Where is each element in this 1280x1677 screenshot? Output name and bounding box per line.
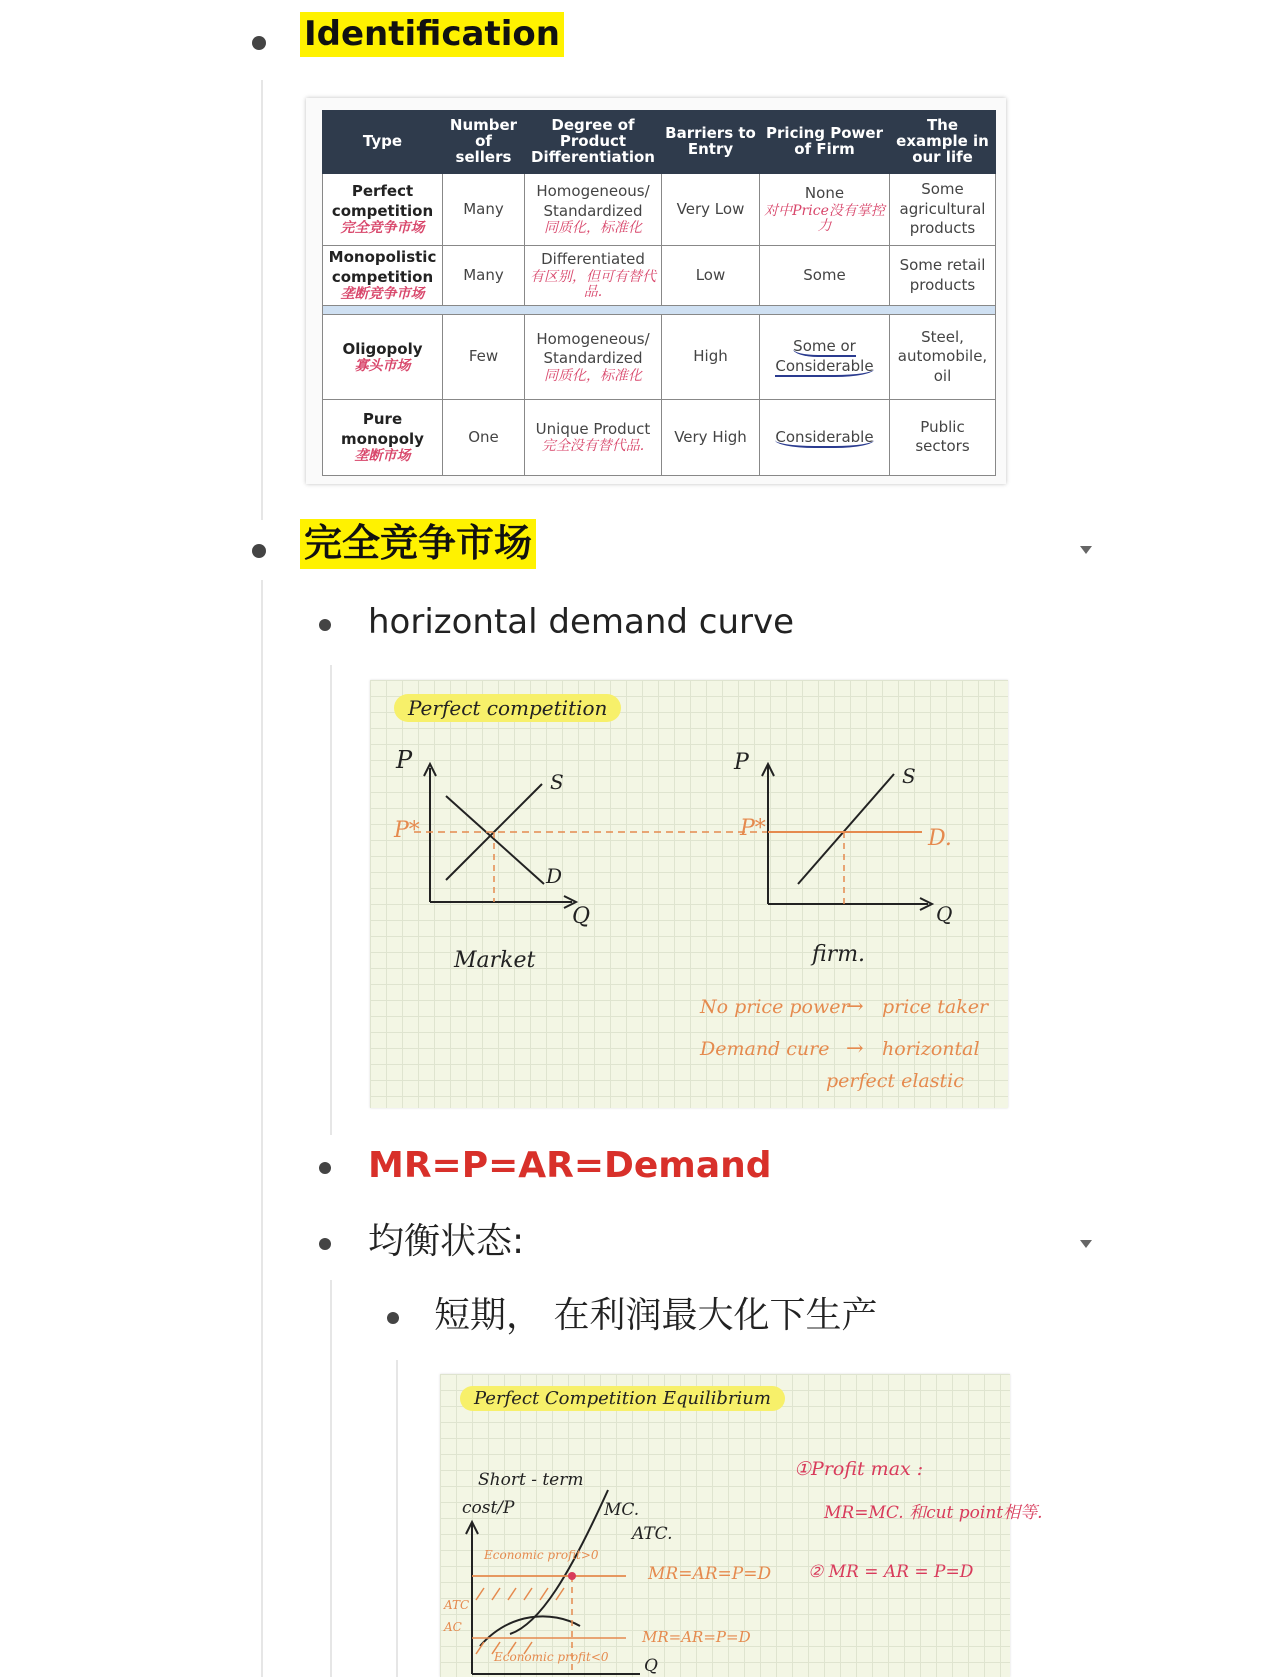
cell-differentiation xyxy=(525,174,662,246)
type-handwritten-note: 垄断市场 xyxy=(354,448,411,465)
bullet-equilibrium xyxy=(319,1238,331,1250)
note-line3: perfect elastic xyxy=(826,1070,964,1092)
market-pstar-label: P* xyxy=(394,818,420,843)
type-label: Perfect competition xyxy=(331,182,434,220)
firm-pstar-label: P* xyxy=(740,816,766,841)
arrow-icon: → xyxy=(846,1036,864,1060)
outline-rail-5 xyxy=(396,1360,398,1677)
note-line1-a: No price power xyxy=(700,996,850,1018)
diff-handwritten-note: 同质化，标准化 xyxy=(544,367,642,384)
cell-example: Steel, automobile, oil xyxy=(890,315,996,400)
collapse-caret-icon[interactable] xyxy=(1080,1240,1092,1248)
arrow-icon: → xyxy=(846,994,864,1018)
equilibrium-text: 均衡状态: xyxy=(368,1221,525,1262)
perfect-competition-note xyxy=(370,680,1008,1108)
power-label: None xyxy=(804,184,845,203)
mr-ar-p-label: ② MR = AR = P=D xyxy=(808,1562,974,1582)
firm-label: firm. xyxy=(812,942,866,967)
header-pricing-power: Pricing Power of Firm xyxy=(760,111,890,174)
cell-sellers: Many xyxy=(443,174,525,246)
collapse-caret-icon[interactable] xyxy=(1080,546,1092,554)
cell-pricing-power xyxy=(760,399,890,475)
diff-handwritten-note: 完全没有替代品. xyxy=(541,438,645,455)
market-p-axis-label: P xyxy=(396,746,413,774)
type-handwritten-note: 垄断竞争市场 xyxy=(340,286,425,303)
type-handwritten-note: 寡头市场 xyxy=(354,358,411,374)
firm-p-axis-label: P xyxy=(734,750,749,775)
type-handwritten-note: 完全竞争市场 xyxy=(340,220,425,237)
atc-label: ATC. xyxy=(632,1524,673,1544)
diff-label: Unique Product xyxy=(535,419,651,438)
firm-q-axis-label: Q xyxy=(936,902,953,926)
note-line1-b: price taker xyxy=(882,996,989,1018)
identification-table xyxy=(322,110,996,476)
note-tag: Perfect Competition Equilibrium xyxy=(460,1386,785,1411)
type-label: Oligopoly xyxy=(342,339,423,358)
heading-perfect-competition: 完全竞争市场 xyxy=(300,519,536,569)
cell-type xyxy=(323,399,443,475)
cell-example: Some retail products xyxy=(890,246,996,306)
note-line2-a: Demand cure xyxy=(700,1038,830,1060)
diff-handwritten-note: 同质化，标准化 xyxy=(544,220,642,237)
bullet-short-run xyxy=(387,1312,399,1324)
identification-table-card xyxy=(306,98,1006,484)
economic-profit-positive: Economic profit>0 xyxy=(484,1548,599,1562)
power-label: Some or Considerable xyxy=(775,337,874,375)
horizontal-demand-text: horizontal demand curve xyxy=(368,602,795,642)
table-separator-row xyxy=(323,305,996,314)
note-tag: Perfect competition xyxy=(394,694,621,722)
economic-profit-negative: Economic profit<0 xyxy=(494,1650,609,1664)
cell-sellers: One xyxy=(443,399,525,475)
short-term-label: Short - term xyxy=(478,1470,584,1490)
heading-identification: Identification xyxy=(300,12,564,57)
equilibrium-note xyxy=(440,1374,1043,1677)
outline-rail-1 xyxy=(261,80,263,520)
q-axis-label: Q xyxy=(644,1656,658,1676)
market-demand-label: D xyxy=(546,864,563,888)
header-differentiation: Degree of Product Differentiation xyxy=(525,111,662,174)
bullet-mr xyxy=(319,1162,331,1174)
diff-label: Homogeneous/ Standardized xyxy=(536,329,650,368)
bullet-horizontal xyxy=(319,619,331,631)
diff-handwritten-note: 有区别，但可有替代品. xyxy=(530,268,656,301)
header-barriers: Barriers to Entry xyxy=(662,111,760,174)
cell-example: Public sectors xyxy=(890,399,996,475)
table-row xyxy=(323,246,996,306)
cell-pricing-power: Some xyxy=(760,246,890,306)
cell-pricing-power xyxy=(760,174,890,246)
cell-type xyxy=(323,315,443,400)
type-label: Monopolistic competition xyxy=(328,248,437,286)
firm-demand-label: D. xyxy=(928,826,952,851)
market-supply-label: S xyxy=(550,770,564,794)
ac-axis-label: AC xyxy=(444,1620,462,1634)
cell-pricing-power xyxy=(760,315,890,400)
power-handwritten-note: 对中Price没有掌控力 xyxy=(764,202,885,235)
cell-sellers: Few xyxy=(443,315,525,400)
cell-barriers: High xyxy=(662,315,760,400)
bullet-identification xyxy=(252,36,266,50)
cell-barriers: Very Low xyxy=(662,174,760,246)
outline-rail-2 xyxy=(261,580,263,1677)
mr-ar-label-1: MR=AR=P=D xyxy=(648,1564,772,1584)
cell-sellers: Many xyxy=(443,246,525,306)
mc-label: MC. xyxy=(604,1500,640,1520)
mr-ar-label-2: MR=AR=P=D xyxy=(642,1628,751,1646)
cell-type xyxy=(323,246,443,306)
cell-differentiation xyxy=(525,246,662,306)
cell-barriers: Low xyxy=(662,246,760,306)
mr-mc-label: MR=MC. 和cut point相等. xyxy=(824,1503,1043,1523)
cell-barriers: Very High xyxy=(662,399,760,475)
cell-differentiation xyxy=(525,315,662,400)
table-header-row xyxy=(323,111,996,174)
market-label: Market xyxy=(454,948,536,973)
profit-max-label: ①Profit max : xyxy=(794,1458,924,1480)
outline-rail-3 xyxy=(330,665,332,1135)
cell-type xyxy=(323,174,443,246)
diff-label: Differentiated xyxy=(541,250,645,269)
short-run-text: 短期， 在利润最大化下生产 xyxy=(434,1295,878,1336)
table-row xyxy=(323,315,996,400)
outline-rail-4 xyxy=(330,1280,332,1677)
note-line2-b: horizontal xyxy=(882,1038,980,1060)
header-sellers: Number of sellers xyxy=(443,111,525,174)
type-label: Pure monopoly xyxy=(341,410,424,448)
table-row xyxy=(323,399,996,475)
diff-label: Homogeneous/ Standardized xyxy=(536,182,650,220)
mr-equation-text: MR=P=AR=Demand xyxy=(368,1145,772,1186)
cell-example: Some agricultural products xyxy=(890,174,996,246)
market-q-axis-label: Q xyxy=(572,904,591,929)
header-type: Type xyxy=(323,111,443,174)
firm-supply-label: S xyxy=(902,764,916,788)
bullet-perfect-competition xyxy=(252,544,266,558)
atc-axis-label: ATC xyxy=(444,1598,470,1612)
table-row xyxy=(323,174,996,246)
power-label: Considerable xyxy=(775,427,874,446)
cell-differentiation xyxy=(525,399,662,475)
cost-p-axis-label: cost/P xyxy=(462,1498,515,1518)
header-example: The example in our life xyxy=(890,111,996,174)
